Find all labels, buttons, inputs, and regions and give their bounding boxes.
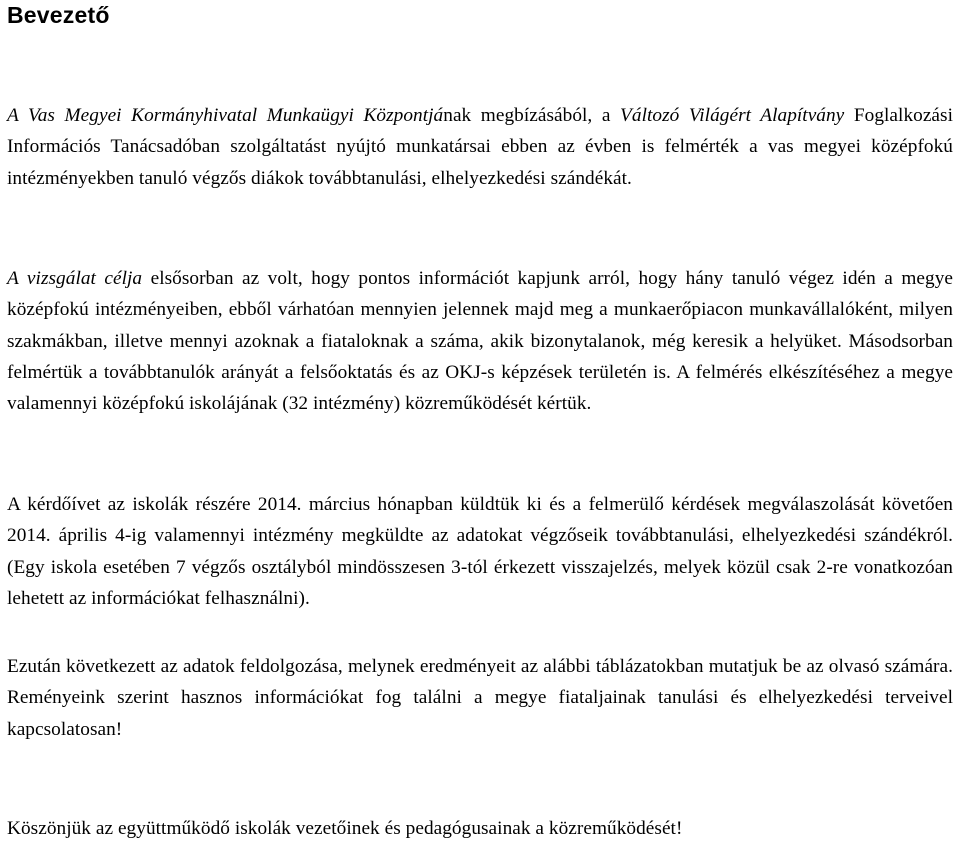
purpose-paragraph (7, 263, 953, 419)
paragraph-text: Foglalkozási Információs Tanácsadóban szolgáltatást nyújtó munkatársai ebben az évben is felmérték a vas megyei középfokú intézményekben tanuló végzős diákok továbbtanulási, elhelyezkedési szándékát. (7, 105, 954, 189)
italic-institution: A Vas Megyei Kormányhivatal Munkaügyi Központjá (7, 105, 444, 126)
processing-paragraph: Ezután következett az adatok feldolgozása, melynek eredményeit az alábbi táblázatokban mutatjuk be az olvasó számára. Reményeink szerint hasznos információkat fog találni a megye fiataljainak tanulási és elhelyezkedési terveivel kapcsolatosan! (7, 656, 953, 740)
paragraph-text: nak megbízásából, a (443, 105, 621, 126)
intro-paragraph (7, 100, 953, 194)
italic-foundation: Változó Világért Alapítvány (620, 105, 845, 126)
paragraph-text: elsősorban az volt, hogy pontos információt kapjunk arról, hogy hány tanuló végez idén a megye középfokú intézményeiben, ebből várhatóan mennyien jelennek majd meg a munkaerőpiacon munkavállalóként, milyen szakmákban, illetve mennyi azoknak a fiataloknak a száma, akik bizonytalanok, még keresik a helyüket. Másodsorban felmértük a továbbtanulók arányát a felsőoktatás és az OKJ-s képzések területén is. A felmérés elkészítéséhez a megye valamennyi középfokú iskolájának (32 intézmény) közreműködését kértük. (7, 268, 953, 415)
italic-purpose-label: A vizsgálat célja (7, 268, 143, 289)
method-paragraph: A kérdőívet az iskolák részére 2014. március hónapban küldtük ki és a felmerülő kérdések megválaszolását követően 2014. április 4-ig valamennyi intézmény megküldte az adatokat végzőseik továbbtanulási, elhelyezkedési szándékról. (Egy iskola esetében 7 végzős osztályból mindösszesen 3-tól érkezett visszajelzés, melyek közül csak 2-re vonatkozóan lehetett az információkat felhasználni). (7, 494, 953, 609)
page-title: Bevezető (7, 2, 110, 28)
thanks-paragraph: Köszönjük az együttműködő iskolák vezetőinek és pedagógusainak a közreműködését! (7, 818, 683, 839)
